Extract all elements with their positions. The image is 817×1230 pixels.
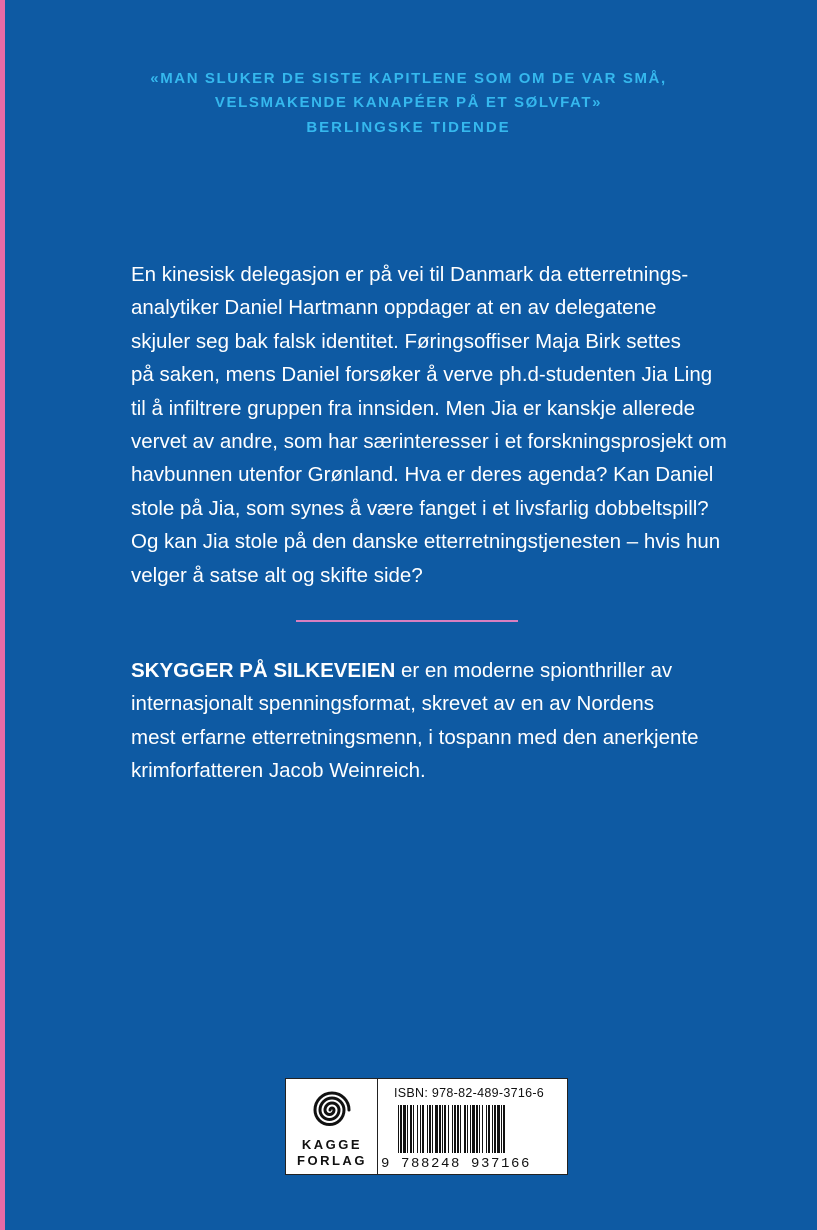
- blurb-line: på saken, mens Daniel forsøker å verve ph.d-studenten Jia Ling: [131, 363, 713, 387]
- review-source: BERLINGSKE TIDENDE: [306, 119, 511, 136]
- barcode-bar: [403, 1105, 406, 1153]
- barcode-bar: [398, 1105, 399, 1153]
- barcode-bar: [460, 1105, 461, 1153]
- section-divider: [296, 620, 518, 622]
- barcode-bar: [410, 1105, 412, 1153]
- pitch-line: mest erfarne etterretningsmenn, i tospann med den anerkjente: [131, 725, 699, 749]
- barcode-digits: 9 788248 937166: [381, 1156, 532, 1172]
- barcode-bar: [497, 1105, 500, 1153]
- pitch-line-rest: er en moderne spionthriller av: [395, 659, 673, 682]
- barcode-bar: [454, 1105, 456, 1153]
- blurb-line: skjuler seg bak falsk identitet. Føringsoffiser Maja Birk settes: [131, 329, 681, 353]
- barcode-bar: [472, 1105, 475, 1153]
- barcode-bar: [444, 1105, 446, 1153]
- barcode-bar: [488, 1105, 490, 1153]
- barcode-bar: [476, 1105, 478, 1153]
- barcode-bar: [400, 1105, 402, 1153]
- blurb-line: stole på Jia, som synes å være fanget i et livsfarlig dobbeltspill?: [131, 496, 709, 520]
- publisher-logo: [286, 1079, 378, 1174]
- blurb-line: vervet av andre, som har særinteresser i et forskningsprosjekt om: [131, 430, 727, 454]
- barcode-bar: [422, 1105, 424, 1153]
- blurb-line: Og kan Jia stole på den danske etterretningstjenesten – hvis hun: [131, 530, 721, 554]
- blurb-line: til å infiltrere gruppen fra innsiden. Men Jia er kanskje allerede: [131, 396, 696, 420]
- book-title: SKYGGER PÅ SILKEVEIEN: [131, 659, 396, 682]
- spiral-icon: [309, 1087, 355, 1133]
- barcode-bar: [479, 1105, 480, 1153]
- barcode-bar: [442, 1105, 443, 1153]
- barcode-bar: [420, 1105, 421, 1153]
- barcode-bars: [398, 1105, 558, 1155]
- barcode-bar: [435, 1105, 438, 1153]
- barcode-bar: [467, 1105, 468, 1153]
- barcode-bar: [486, 1105, 487, 1153]
- blurb-line: En kinesisk delegasjon er på vei til Danmark da etterretnings-: [131, 263, 689, 286]
- barcode-bar: [448, 1105, 449, 1153]
- review-quote-line1: «MAN SLUKER DE SISTE KAPITLENE SOM OM DE VAR SMÅ,: [150, 70, 667, 87]
- barcode-bar: [407, 1105, 408, 1153]
- barcode-bar: [452, 1105, 453, 1153]
- blurb-paragraph: [131, 258, 771, 592]
- barcode-bar: [501, 1105, 502, 1153]
- publisher-name-line1: KAGGE: [301, 1137, 363, 1152]
- blurb-line: velger å satse alt og skifte side?: [131, 563, 423, 587]
- barcode-bar: [457, 1105, 459, 1153]
- spine-stripe: [0, 0, 5, 1230]
- publisher-name-line2: FORLAG: [297, 1153, 367, 1168]
- barcode-box: [285, 1078, 568, 1175]
- barcode-bar: [494, 1105, 496, 1153]
- barcode-bar: [432, 1105, 433, 1153]
- blurb-line: analytiker Daniel Hartmann oppdager at en av delegatene: [131, 296, 657, 320]
- pitch-line: krimforfatteren Jacob Weinreich.: [131, 759, 426, 783]
- barcode-bar: [464, 1105, 466, 1153]
- barcode-bar: [427, 1105, 428, 1153]
- barcode-bar: [503, 1105, 505, 1153]
- barcode-bar: [429, 1105, 431, 1153]
- review-quote-line2: VELSMAKENDE KANAPÉER PÅ ET SØLVFAT»: [214, 94, 603, 111]
- barcode-bar: [492, 1105, 493, 1153]
- barcode-bar: [413, 1105, 414, 1153]
- barcode-bar: [439, 1105, 441, 1153]
- pitch-line: [131, 654, 771, 687]
- pitch-line: internasjonalt spenningsformat, skrevet av en av Nordens: [131, 692, 655, 716]
- blurb-line: havbunnen utenfor Grønland. Hva er deres agenda? Kan Daniel: [131, 463, 714, 487]
- barcode-bar: [482, 1105, 483, 1153]
- barcode-bar: [470, 1105, 471, 1153]
- isbn-label: ISBN: 978-82-489-3716-6: [394, 1086, 545, 1100]
- pitch-paragraph: [131, 654, 771, 788]
- barcode-bar: [417, 1105, 418, 1153]
